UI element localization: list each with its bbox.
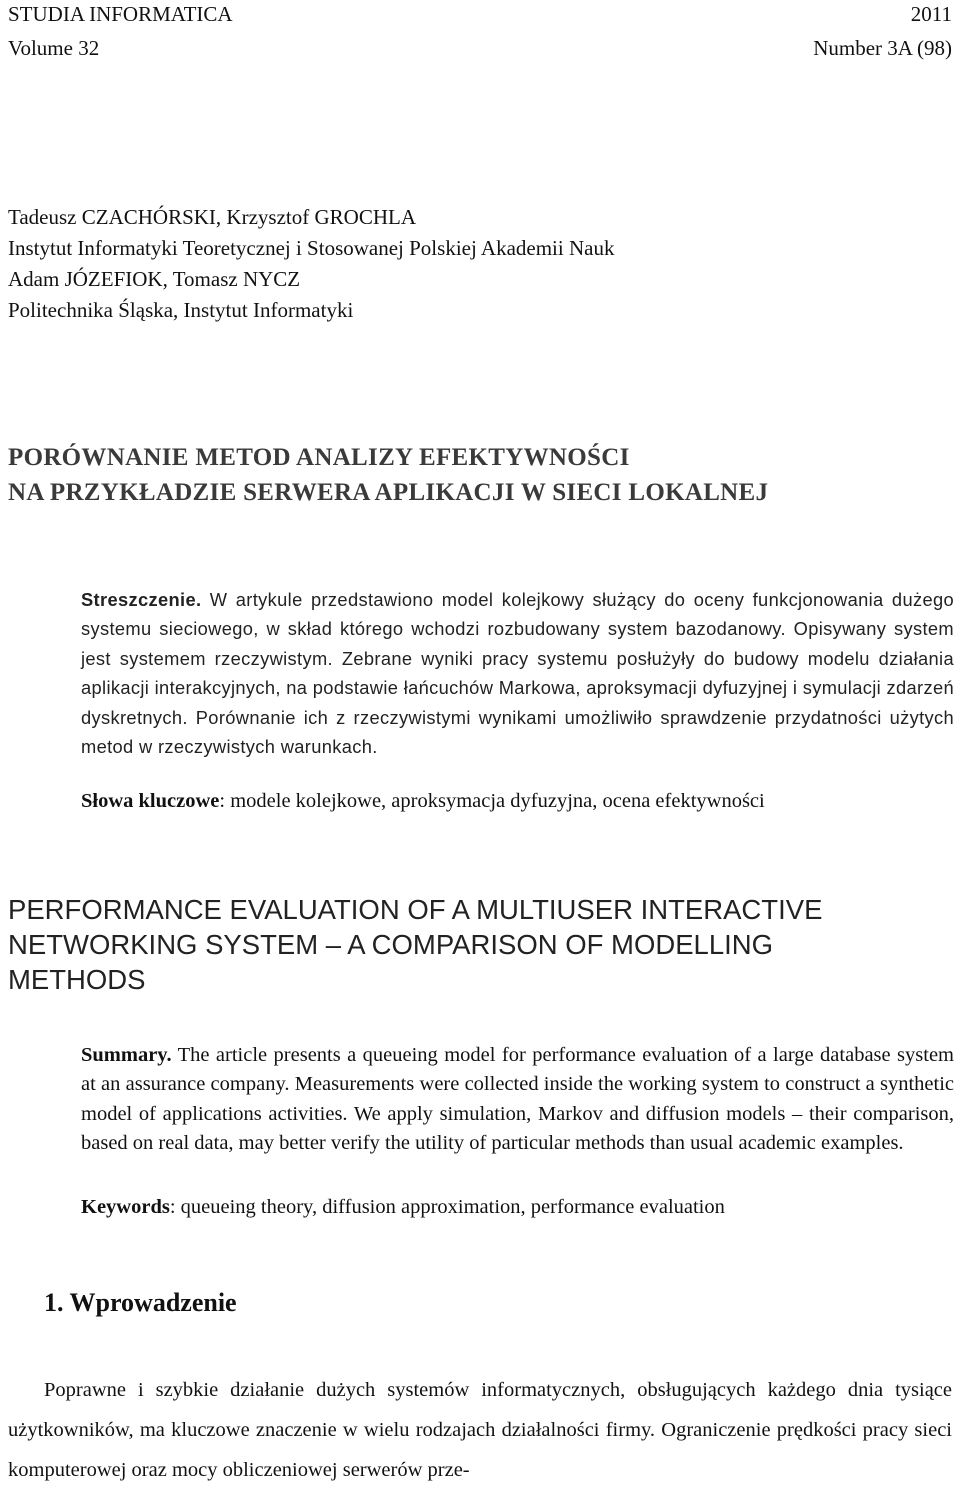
keywords-english-label: Keywords [81,1196,170,1218]
keywords-english-text: queueing theory, diffusion approximation, performance evaluation [180,1196,725,1218]
keywords-polish-text: modele kolejkowe, aproksymacja dyfuzyjna, ocena efektywności [230,790,765,812]
abstract-polish-text: W artykule przedstawiono model kolejkowy służący do oceny funkcjonowania dużego systemu sieciowego, w skład którego wchodzi rozbudowany system bazodanowy. Opisywany system jest systemem rzeczywistym. Zebrane wyniki pracy systemu posłużyły do budowy modelu działania aplikacji interakcyjnych, na podstawie łańcuchów Markowa, aproksymacji dyfuzyjnej i symulacji zdarzeń dyskretnych. Porównanie ich z rzeczywistymi wynikami umożliwiło sprawdzenie przydatności użytych metod w rzeczywistych warunkach. [81,589,954,758]
body-paragraph-text: Poprawne i szybkie działanie dużych systemów informatycznych, obsługujących każdego dnia tysiące użytkowników, ma kluczowe znaczenie w wielu rodzajach działalności firmy. Ograniczenie prędkości pracy sieci komputerowej oraz mocy obliczeniowej serwerów prze- [8,1379,952,1481]
abstract-english-label: Summary [81,1044,167,1066]
title-polish-line-1: PORÓWNANIE METOD ANALIZY EFEKTYWNOŚCI [8,444,630,471]
title-english-line-3: METHODS [8,964,146,995]
body-paragraph [8,1370,952,1490]
abstract-polish-label: Streszczenie [81,589,196,610]
keywords-polish-label: Słowa kluczowe [81,790,220,812]
section-heading: 1. Wprowadzenie [44,1288,237,1317]
keywords-english: Keywords: queueing theory, diffusion approximation, performance evaluation [81,1196,725,1218]
title-polish-line-2: NA PRZYKŁADZIE SERWERA APLIKACJI W SIECI LOKALNEJ [8,479,769,506]
journal-year: 2011 [910,2,952,26]
abstract-polish: Streszczenie. W artykule przedstawiono model kolejkowy służący do oceny funkcjonowania dużego systemu sieciowego, w skład którego wchodzi rozbudowany system bazodanowy. Opisywany system jest systemem rzeczywistym. Zebrane wyniki pracy systemu posłużyły do budowy modelu działania aplikacji interakcyjnych, na podstawie łańcuchów Markowa, aproksymacji dyfuzyjnej i symulacji zdarzeń dyskretnych. Porównanie ich z rzeczywistymi wynikami umożliwiło sprawdzenie przydatności użytych metod w rzeczywistych warunkach. [81,589,954,758]
affiliation-2: Politechnika Śląska, Instytut Informatyki [8,298,354,322]
author-names-2: Adam JÓZEFIOK, Tomasz NYCZ [8,267,301,291]
journal-name: STUDIA INFORMATICA [8,2,233,26]
journal-volume: Volume 32 [8,36,100,60]
keywords-polish: Słowa kluczowe: modele kolejkowe, aproksymacja dyfuzyjna, ocena efektywności [81,790,765,812]
author-names-1: Tadeusz CZACHÓRSKI, Krzysztof GROCHLA [8,205,416,229]
abstract-english-text: The article presents a queueing model for performance evaluation of a large database system at an assurance company. Measurements were collected inside the working system to construct a synthetic model of applications activities. We apply simulation, Markov and diffusion models – their comparison, based on real data, may better verify the utility of particular methods than usual academic examples. [81,1044,954,1155]
affiliation-1: Instytut Informatyki Teoretycznej i Stosowanej Polskiej Akademii Nauk [8,236,615,260]
title-english-line-2: NETWORKING SYSTEM – A COMPARISON OF MODELLING [8,929,774,960]
title-polish [8,440,768,510]
journal-number: Number 3A (98) [813,36,952,60]
abstract-english: Summary. The article presents a queueing model for performance evaluation of a large database system at an assurance company. Measurements were collected inside the working system to construct a synthetic model of applications activities. We apply simulation, Markov and diffusion models – their comparison, based on real data, may better verify the utility of particular methods than usual academic examples. [81,1044,954,1155]
authors-block [8,202,614,326]
title-english [8,892,948,997]
title-english-line-1: PERFORMANCE EVALUATION OF A MULTIUSER INTERACTIVE [8,894,823,925]
